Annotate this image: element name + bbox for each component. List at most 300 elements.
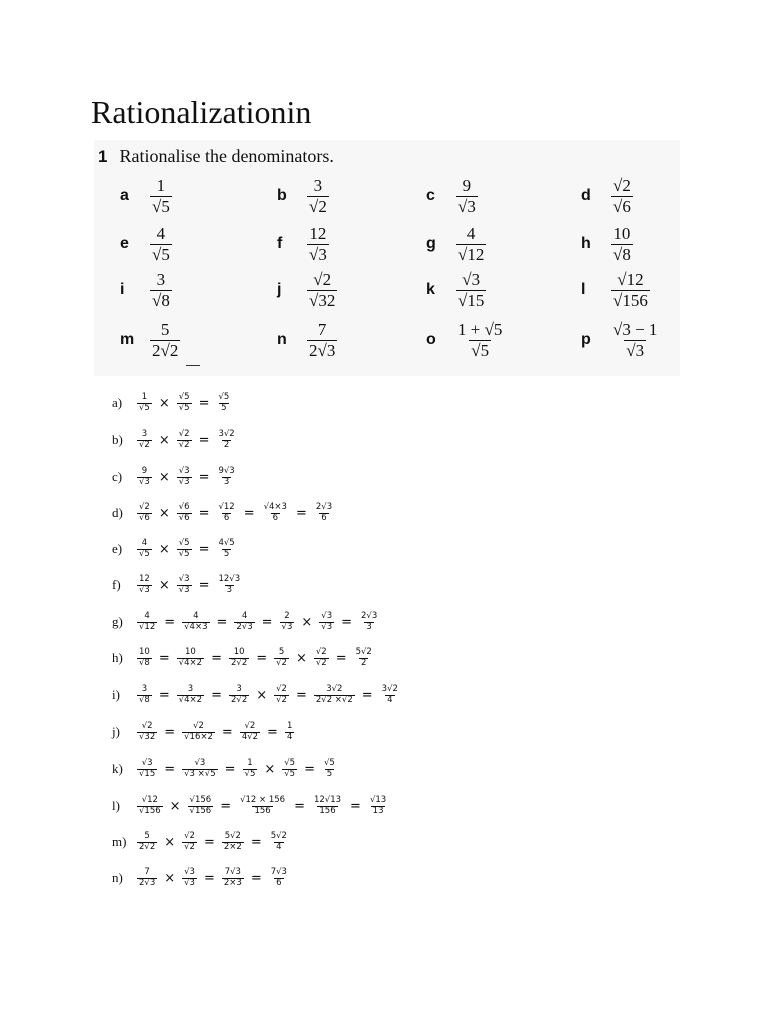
solution-row xyxy=(112,685,403,706)
fraction xyxy=(182,759,217,780)
exercise-item xyxy=(426,224,488,264)
denominator: √3 xyxy=(139,476,150,487)
fraction xyxy=(137,393,152,414)
solution-row xyxy=(112,575,245,596)
solution-expression xyxy=(134,648,377,669)
numerator: 12√3 xyxy=(218,574,241,584)
denominator: √4×3 xyxy=(184,621,208,632)
exercise-item xyxy=(581,320,661,360)
fraction xyxy=(150,320,180,360)
fraction xyxy=(216,393,231,414)
fraction xyxy=(216,503,236,524)
operator: = xyxy=(304,761,315,777)
fraction xyxy=(368,796,388,817)
item-letter: g xyxy=(426,235,436,253)
exercise-item xyxy=(426,270,488,310)
operator: = xyxy=(198,395,210,411)
numerator: 7√3 xyxy=(224,867,241,877)
operator: = xyxy=(164,724,176,740)
denominator: √4×2 xyxy=(178,657,203,668)
denominator: √3 xyxy=(309,244,327,264)
operator: = xyxy=(158,650,170,666)
denominator: √32 xyxy=(309,290,336,310)
numerator: √3 xyxy=(178,466,190,476)
fraction xyxy=(137,575,152,596)
denominator: √8 xyxy=(152,290,170,310)
denominator: 4 xyxy=(286,731,293,742)
numerator: √12 xyxy=(617,270,644,289)
operator: × xyxy=(256,687,268,703)
numerator: 10 xyxy=(613,224,631,243)
numerator: 3 xyxy=(156,270,166,289)
solution-expression xyxy=(134,430,240,451)
denominator: √6 xyxy=(178,512,190,523)
fraction xyxy=(177,575,192,596)
numerator: 5 xyxy=(278,647,285,657)
numerator: √12 × 156 xyxy=(240,795,286,805)
numerator: √5 xyxy=(284,758,296,768)
fraction xyxy=(222,832,244,853)
numerator: 3√2 xyxy=(326,684,343,694)
item-letter: n xyxy=(277,331,287,349)
exercise-item xyxy=(581,176,635,216)
exercise-heading xyxy=(98,146,334,167)
denominator: √8 xyxy=(139,694,150,705)
fraction xyxy=(177,648,204,669)
numerator: √2 xyxy=(276,684,287,694)
solution-label: a) xyxy=(112,395,123,411)
denominator: 2√2 xyxy=(152,340,179,360)
exercise-item xyxy=(120,320,182,360)
operator: = xyxy=(198,577,210,593)
denominator: 2√2 ×√2 xyxy=(315,694,353,705)
denominator: √5 xyxy=(471,340,490,360)
denominator: √12 xyxy=(458,244,485,264)
operator: = xyxy=(158,687,170,703)
denominator: √2 xyxy=(178,439,190,450)
fraction xyxy=(137,759,157,780)
denominator: √3 xyxy=(458,196,476,216)
fraction xyxy=(137,796,163,817)
numerator: √13 xyxy=(369,795,387,805)
operator: = xyxy=(203,870,215,886)
fraction xyxy=(307,270,337,310)
denominator: √2 xyxy=(184,841,195,852)
fraction xyxy=(274,685,289,706)
fraction xyxy=(137,685,152,706)
exercise-item xyxy=(277,270,339,310)
solution-label: j) xyxy=(112,724,120,740)
denominator: √3 ×√5 xyxy=(184,768,216,779)
denominator: √2 xyxy=(276,657,287,668)
fraction xyxy=(216,467,236,488)
denominator: 6 xyxy=(272,512,278,523)
solution-row xyxy=(112,759,340,780)
solution-label: k) xyxy=(112,761,123,777)
solution-label: l) xyxy=(112,798,120,814)
numerator: √2 xyxy=(613,176,631,195)
numerator: √156 xyxy=(189,795,212,805)
solution-expression xyxy=(134,722,297,743)
fraction xyxy=(137,467,152,488)
numerator: √3 xyxy=(178,574,190,584)
fraction xyxy=(150,176,172,216)
fraction xyxy=(312,796,343,817)
solution-expression xyxy=(134,575,245,596)
numerator: 3 xyxy=(141,684,148,694)
operator: = xyxy=(295,687,307,703)
operator: × xyxy=(158,577,170,593)
denominator: 6 xyxy=(276,877,282,888)
operator: = xyxy=(295,505,307,521)
denominator: √3 xyxy=(626,340,645,360)
operator: = xyxy=(198,432,210,448)
exercise-item xyxy=(426,176,480,216)
exercise-item xyxy=(120,176,174,216)
operator: = xyxy=(224,761,236,777)
numerator: √4×3 xyxy=(263,502,287,512)
fraction xyxy=(280,612,295,633)
item-letter: f xyxy=(277,235,283,253)
solution-label: i) xyxy=(112,687,120,703)
numerator: √3 xyxy=(141,758,153,768)
fraction xyxy=(611,320,659,360)
operator: = xyxy=(211,687,222,703)
page-title: Rationalizationin xyxy=(91,94,312,130)
fraction xyxy=(182,868,197,889)
denominator: √3 xyxy=(321,621,333,632)
operator: = xyxy=(198,469,210,485)
numerator: √5 xyxy=(324,758,335,768)
fraction xyxy=(314,503,334,524)
fraction xyxy=(229,685,249,706)
fraction xyxy=(137,612,157,633)
item-letter: d xyxy=(581,187,591,205)
solution-row xyxy=(112,796,391,817)
fraction xyxy=(611,224,633,264)
fraction xyxy=(262,503,289,524)
numerator: 3 xyxy=(187,684,194,694)
fraction xyxy=(285,722,294,743)
fraction xyxy=(307,320,337,360)
fraction xyxy=(177,393,192,414)
solution-expression xyxy=(134,539,240,560)
denominator: √3 xyxy=(184,877,195,888)
fraction xyxy=(216,430,236,451)
fraction xyxy=(456,224,486,264)
denominator: 2×3 xyxy=(223,877,242,888)
numerator: 5√2 xyxy=(355,647,372,657)
numerator: 9 xyxy=(141,466,148,476)
exercise-item xyxy=(581,270,652,310)
denominator: 3 xyxy=(226,584,232,595)
solution-label: c) xyxy=(112,469,123,485)
operator: = xyxy=(164,614,176,630)
numerator: 1 xyxy=(286,721,293,731)
operator: = xyxy=(203,834,215,850)
operator: = xyxy=(164,761,176,777)
numerator: 1 + √5 xyxy=(458,320,503,339)
operator: = xyxy=(256,650,268,666)
numerator: √12 xyxy=(141,795,158,805)
fraction xyxy=(282,759,297,780)
operator: × xyxy=(164,834,176,850)
denominator: √2 xyxy=(139,439,150,450)
solution-label: f) xyxy=(112,577,121,593)
fraction xyxy=(150,270,172,310)
denominator: √5 xyxy=(139,548,150,559)
numerator: √3 xyxy=(462,270,481,289)
operator: × xyxy=(264,761,276,777)
numerator: 7 xyxy=(144,867,150,877)
operator: = xyxy=(243,505,255,521)
numerator: 2√3 xyxy=(361,611,378,621)
denominator: 2√3 xyxy=(236,621,253,632)
solution-expression xyxy=(134,393,234,414)
fraction xyxy=(611,176,633,216)
numerator: √3 xyxy=(321,611,333,621)
numerator: √2 xyxy=(141,721,153,731)
stray-dash xyxy=(186,365,200,366)
fraction xyxy=(216,539,236,560)
fraction xyxy=(611,270,650,310)
fraction xyxy=(322,759,337,780)
denominator: 2√2 xyxy=(231,657,248,668)
fraction xyxy=(182,612,209,633)
numerator: √3 − 1 xyxy=(613,320,658,339)
fraction xyxy=(307,224,329,264)
numerator: √2 xyxy=(244,721,256,731)
denominator: 2√2 xyxy=(231,694,248,705)
fraction xyxy=(380,685,400,706)
denominator: √32 xyxy=(139,731,156,742)
item-letter: b xyxy=(277,187,287,205)
fraction xyxy=(307,176,329,216)
numerator: √2 xyxy=(193,721,204,731)
numerator: 4 xyxy=(193,611,199,621)
fraction xyxy=(243,759,258,780)
operator: = xyxy=(220,798,232,814)
denominator: 3 xyxy=(223,476,230,487)
numerator: 7 xyxy=(317,320,327,339)
denominator: √12 xyxy=(139,621,156,632)
numerator: √6 xyxy=(178,502,190,512)
denominator: √6 xyxy=(613,196,631,216)
exercise-item xyxy=(120,224,174,264)
solution-row xyxy=(112,467,240,488)
denominator: √2 xyxy=(315,657,327,668)
denominator: √15 xyxy=(458,290,485,310)
numerator: 4 xyxy=(144,611,150,621)
operator: = xyxy=(350,798,361,814)
denominator: 5 xyxy=(326,768,333,779)
fraction xyxy=(177,503,192,524)
operator: = xyxy=(198,505,210,521)
fraction xyxy=(182,722,215,743)
denominator: 5 xyxy=(223,548,230,559)
numerator: √5 xyxy=(178,392,190,402)
operator: = xyxy=(267,724,278,740)
numerator: 3 xyxy=(236,684,242,694)
denominator: √4×2 xyxy=(178,694,203,705)
item-letter: i xyxy=(120,281,125,299)
numerator: 12 xyxy=(309,224,327,243)
operator: = xyxy=(250,870,262,886)
operator: = xyxy=(221,724,233,740)
denominator: 156 xyxy=(319,805,336,816)
solution-expression xyxy=(134,685,403,706)
solution-label: g) xyxy=(112,614,123,630)
operator: × xyxy=(158,505,170,521)
numerator: 4√5 xyxy=(218,538,235,548)
solution-label: b) xyxy=(112,432,123,448)
operator: = xyxy=(361,687,373,703)
denominator: 2√3 xyxy=(309,340,336,360)
numerator: 4 xyxy=(241,611,248,621)
item-letter: c xyxy=(426,187,435,205)
fraction xyxy=(319,612,334,633)
operator: = xyxy=(198,541,210,557)
denominator: 4 xyxy=(276,841,282,852)
denominator: √3 xyxy=(139,584,150,595)
item-letter: p xyxy=(581,331,591,349)
operator: = xyxy=(211,650,222,666)
numerator: 5√2 xyxy=(224,831,241,841)
solution-row xyxy=(112,832,292,853)
exercise-instruction: Rationalise the denominators. xyxy=(119,146,334,166)
numerator: 3√2 xyxy=(381,684,398,694)
numerator: 4 xyxy=(466,224,476,243)
numerator: 12 xyxy=(139,574,150,584)
item-letter: l xyxy=(581,281,586,299)
fraction xyxy=(188,796,214,817)
fraction xyxy=(314,648,329,669)
denominator: 4 xyxy=(387,694,393,705)
fraction xyxy=(229,648,249,669)
fraction xyxy=(137,648,152,669)
fraction xyxy=(137,503,152,524)
solution-label: h) xyxy=(112,650,123,666)
fraction xyxy=(234,612,254,633)
numerator: 10 xyxy=(233,647,245,657)
denominator: √2 xyxy=(276,694,287,705)
operator: = xyxy=(261,614,273,630)
solution-label: n) xyxy=(112,870,123,886)
fraction xyxy=(150,224,172,264)
fraction xyxy=(222,868,244,889)
fraction xyxy=(238,796,287,817)
numerator: 10 xyxy=(139,647,150,657)
numerator: 5√2 xyxy=(270,831,287,841)
exercise-item xyxy=(277,224,331,264)
numerator: √12 xyxy=(218,502,235,512)
item-letter: j xyxy=(277,281,282,299)
operator: × xyxy=(301,614,313,630)
denominator: √5 xyxy=(284,768,296,779)
denominator: 2 xyxy=(361,657,367,668)
solution-expression xyxy=(134,796,391,817)
solution-row xyxy=(112,648,377,669)
numerator: 3√2 xyxy=(218,429,235,439)
numerator: 7√3 xyxy=(270,867,287,877)
numerator: √2 xyxy=(315,647,327,657)
fraction xyxy=(177,539,192,560)
numerator: 10 xyxy=(185,647,196,657)
solution-row xyxy=(112,393,234,414)
denominator: √5 xyxy=(178,548,190,559)
exercise-item xyxy=(426,320,506,360)
numerator: 4 xyxy=(156,224,166,243)
denominator: √2 xyxy=(309,196,327,216)
fraction xyxy=(274,648,289,669)
operator: × xyxy=(158,469,170,485)
fraction xyxy=(137,722,157,743)
denominator: √6 xyxy=(139,512,150,523)
denominator: √5 xyxy=(152,244,170,264)
numerator: 2√3 xyxy=(315,502,333,512)
fraction xyxy=(456,320,504,360)
solution-row xyxy=(112,722,297,743)
denominator: 2×2 xyxy=(223,841,242,852)
solution-row xyxy=(112,612,382,633)
denominator: √8 xyxy=(139,657,150,668)
denominator: √156 xyxy=(189,805,212,816)
denominator: 2√3 xyxy=(139,877,156,888)
exercise-item xyxy=(277,320,339,360)
fraction xyxy=(354,648,374,669)
solution-row xyxy=(112,868,292,889)
numerator: 4 xyxy=(141,538,148,548)
numerator: 1 xyxy=(156,176,166,195)
fraction xyxy=(137,539,152,560)
denominator: √3 xyxy=(281,621,293,632)
denominator: 2 xyxy=(223,439,230,450)
denominator: 156 xyxy=(254,805,271,816)
denominator: 5 xyxy=(221,402,227,413)
numerator: √2 xyxy=(139,502,150,512)
fraction xyxy=(177,685,204,706)
fraction xyxy=(269,832,289,853)
operator: × xyxy=(295,650,307,666)
numerator: 9 xyxy=(462,176,472,195)
numerator: 1 xyxy=(141,392,148,402)
denominator: √156 xyxy=(613,290,648,310)
exercise-item xyxy=(277,176,331,216)
denominator: 4√2 xyxy=(241,731,259,742)
denominator: √16×2 xyxy=(184,731,213,742)
denominator: √5 xyxy=(152,196,170,216)
numerator: √2 xyxy=(184,831,195,841)
denominator: √5 xyxy=(139,402,150,413)
numerator: √5 xyxy=(178,538,190,548)
denominator: √156 xyxy=(139,805,161,816)
fraction xyxy=(359,612,379,633)
solution-expression xyxy=(134,612,382,633)
denominator: 6 xyxy=(321,512,327,523)
numerator: 2 xyxy=(284,611,290,621)
solution-expression xyxy=(134,868,292,889)
numerator: 3 xyxy=(313,176,323,195)
solution-expression xyxy=(134,759,340,780)
solution-row xyxy=(112,539,240,560)
fraction xyxy=(137,430,152,451)
fraction xyxy=(137,868,157,889)
denominator: √15 xyxy=(139,768,156,779)
denominator: 2√2 xyxy=(139,841,156,852)
numerator: √3 xyxy=(184,867,195,877)
item-letter: h xyxy=(581,235,591,253)
numerator: 9√3 xyxy=(218,466,235,476)
